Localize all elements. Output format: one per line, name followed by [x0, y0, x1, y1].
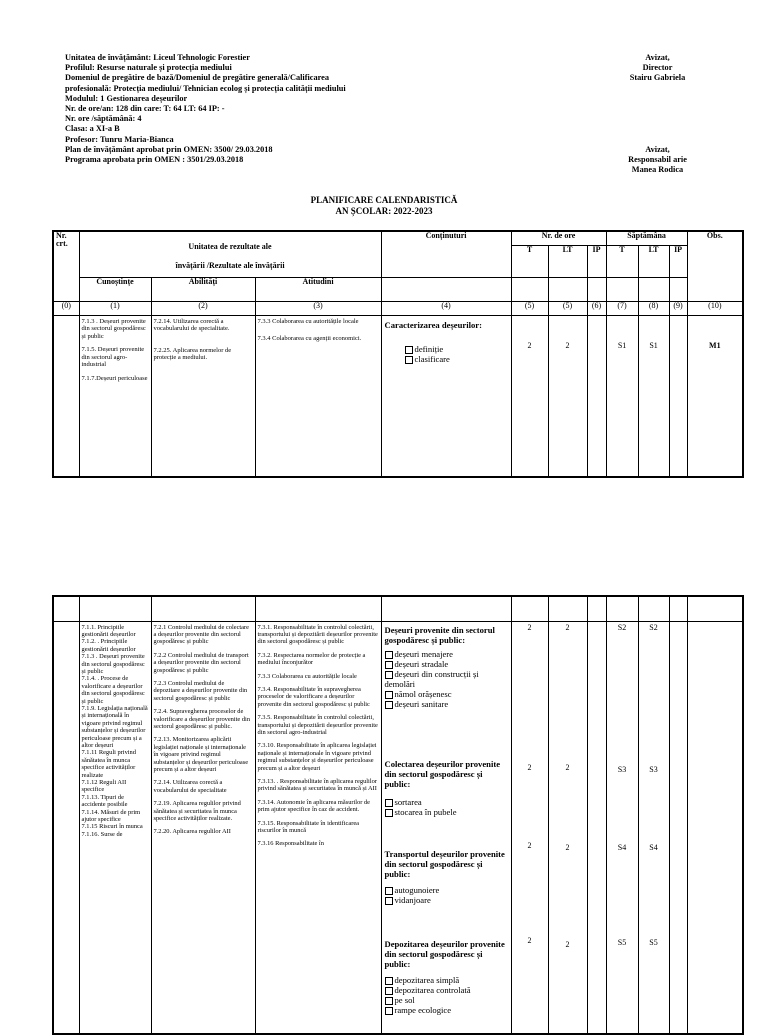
col-number: (8) — [648, 301, 659, 310]
content-item: deșeuri stradale — [394, 658, 449, 669]
col-number: (6) — [591, 301, 602, 310]
content-title: Transportul deșeurilor provenite din sectorul gospodăresc și public — [384, 848, 505, 879]
approval-area — [610, 145, 705, 176]
checkbox-icon — [385, 987, 393, 995]
content-item: definiție — [405, 344, 508, 354]
content-item: depozitarea simplă — [394, 974, 460, 985]
content-block: Transportul deșeurilor provenite din sectorul gospodăresc și public: autogunoiere vidanjoare — [384, 848, 505, 905]
content-title: Depozitarea deșeurilor provenite din sectorul gospodăresc și public — [384, 938, 505, 969]
content-item: sortarea — [394, 796, 422, 807]
checkbox-icon — [385, 997, 393, 1005]
ip-header: IP — [592, 245, 601, 254]
week-header: Săptămâna — [627, 231, 666, 240]
checkbox-icon — [385, 799, 393, 807]
content-item: deșeuri sanitare — [394, 698, 449, 709]
checkbox-icon — [385, 897, 393, 905]
knowledge-item: 7.1.16. Surse de — [81, 830, 123, 838]
skill-item: 7.2.20. Aplicarea regulilor AII — [153, 828, 231, 836]
outcomes-header-2: învățării /Rezultate ale învățării — [175, 261, 285, 271]
header-line: Nr. de ore/an: 128 din care: T: 64 LT: 64 IP: - — [65, 104, 225, 114]
header-line: Domeniul de pregătire de bază/Domeniul de pregătire generală/Calificarea — [65, 73, 330, 83]
hours-t: 2 — [527, 622, 532, 632]
checkbox-icon — [385, 701, 393, 709]
week-lt: S2 — [649, 622, 658, 632]
week-t: S3 — [617, 764, 627, 774]
skills-header: Abilități — [188, 277, 218, 286]
t-header: T — [526, 245, 533, 254]
knowledge-item: 7.1.1. Principiile gestionării deșeurilor — [81, 623, 136, 638]
ip-header: IP — [674, 245, 683, 254]
content-block: Deșeuri provenite din sectorul gospodăresc și public: deșeuri menajere deșeuri stradale deșeuri din construcții și demolări nămol orășenesc deșeuri sanitare — [384, 624, 495, 709]
skill-item: 7.2.3 Controlul mediului de depozitare a deșeurilor provenite din sectorul gospodăresc și public — [153, 679, 248, 702]
content-item: depozitarea controlată — [394, 984, 471, 995]
title-line: AN ȘCOLAR: 2022-2023 — [335, 206, 433, 216]
skill-item: 7.2.4. Supravegherea proceselor de valorificare a deșeurilor provenite din sectorul gospodăresc și public. — [153, 708, 251, 730]
week-lt: S5 — [649, 937, 658, 947]
checkbox-icon — [385, 691, 393, 699]
attitude-item: 7.3.4. Responsabilitate în supravegherea proceselor de valorificare a deșeurilor provenite din sectorul gospodăresc și public — [257, 685, 370, 708]
col-number: (1) — [110, 301, 120, 310]
knowledge-item: 7.1.3 . Deșeuri provenite din sectorul gospodăresc și public — [81, 317, 146, 340]
attitude-item: 7.3.1. Responsabilitate în controlul colectării, transportului și depozitării deșeurilor provenite din sectorul gospodăresc și public — [257, 623, 378, 646]
hours-t: 2 — [527, 935, 532, 945]
approval-director — [610, 53, 705, 84]
attitude-item: 7.3.14. Autonomie în aplicarea măsurilor de prim ajutor specifice în caz de accident. — [257, 798, 371, 814]
hours-t: 2 — [527, 840, 532, 850]
attitude-item: 7.3.10. Responsabilitate în aplicarea legislației naționale și internaționale în vigoare privind regimul substanțelor și deșeurilor periculoase precum și a altor deșeuri — [257, 742, 377, 772]
planning-table-continued — [52, 595, 744, 1035]
approval-person: Manea Rodica — [631, 165, 684, 175]
content-item: vidanjoare — [394, 894, 431, 905]
content-title: Colectarea deșeurilor provenite din sectorul gospodăresc și public — [384, 758, 501, 789]
skill-item: 7.2.25. Aplicarea normelor de protecție a mediului. — [153, 346, 232, 362]
hours-lt: 2 — [565, 622, 570, 632]
col-number: (5) — [562, 301, 573, 310]
title-line: PLANIFICARE CALENDARISTICĂ — [310, 195, 458, 205]
knowledge-item: 7.1.4. . Procese de valorificare a deșeurilor din sectorul gospodăresc și public — [81, 675, 145, 705]
knowledge-item: 7.1.3 . Deșeuri provenite din sectorul gospodăresc și public — [81, 653, 145, 675]
skill-item: 7.2.13. Monitorizarea aplicării legislației naționale și internaționale în vigoare privind regimul substanțelor și deșeurilor periculoase precum și a altor deșeuri — [153, 736, 249, 773]
col-number: (3) — [313, 301, 323, 310]
knowledge-item: 7.1.7.Deșeuri periculoase — [81, 375, 148, 383]
lt-header: LT — [648, 245, 659, 254]
col-number: (9) — [673, 301, 683, 310]
hours-lt: 2 — [565, 340, 570, 350]
approval-role: Responsabil arie — [628, 155, 687, 165]
content-title: Deșeuri provenite din sectorul gospodăresc și public — [384, 624, 495, 645]
header-line: Unitatea de învățământ: Liceul Tehnologic Forestier — [65, 53, 250, 62]
knowledge-item: 7.1.11 Reguli privind sănătatea în munca specifice activităților realizate — [81, 749, 136, 779]
header-line: Modulul: 1 Gestionarea deșeurilor — [65, 93, 188, 103]
knowledge-item: 7.1.14. Măsuri de prim ajutor specifice — [81, 808, 141, 824]
week-t: S4 — [617, 842, 627, 852]
content-header: Conținuturi — [425, 231, 467, 240]
col-number: (2) — [198, 301, 208, 310]
content-block: Colectarea deșeurilor provenite din sectorul gospodăresc și public: sortarea stocarea în pubele — [384, 758, 501, 817]
checkbox-icon — [385, 887, 393, 895]
col-number: (0) — [61, 301, 71, 310]
header-line: Profesor: Tunru Maria-Bianca — [65, 134, 174, 144]
knowledge-header: Cunoștințe — [96, 277, 134, 286]
attitudes-header: Atitudini — [302, 277, 334, 286]
week-t: S2 — [617, 622, 627, 632]
week-lt: S3 — [649, 764, 658, 774]
skill-item: 7.2.2 Controlul mediului de transport a deșeurilor provenite din sectorul gospodăresc și public — [153, 651, 249, 674]
t-header: T — [619, 245, 625, 254]
hours-t: 2 — [527, 762, 532, 772]
week-lt: S1 — [649, 340, 658, 350]
checkbox-icon — [385, 977, 393, 985]
skill-item: 7.2.19. Aplicarea regulilor privind sănătatea și securitatea în munca specifice activităților realizate. — [153, 800, 241, 823]
approval-label: Avizat, — [645, 53, 670, 62]
nr-crt-header: Nr. crt. — [56, 231, 68, 248]
header-line: Plan de învățământ aprobat prin OMEN: 3500/ 29.03.2018 — [65, 144, 273, 154]
approval-role: Director — [642, 63, 673, 73]
skill-item: 7.2.14. Utilizarea corectă a vocabularului de specialitate — [153, 779, 227, 794]
checkbox-icon — [385, 671, 393, 679]
content-item: deșeuri din construcții și demolări — [384, 668, 479, 689]
content-title: Caracterizarea deșeurilor — [384, 319, 480, 330]
content-item: pe sol — [394, 994, 415, 1005]
attitude-item: 7.3.13. . Responsabilitate în aplicarea regulilor privind sănătatea și securitatea în muncă și AII — [257, 778, 377, 793]
col-number: (5) — [524, 301, 535, 310]
content-item: stocarea în pubele — [394, 806, 457, 817]
attitude-item: 7.3.5. Responsabilitate în controlul colectării, transportului și depozitării deșeurilor provenite din sectorul agro-industrial — [257, 714, 378, 736]
module-code: M1 — [709, 340, 721, 350]
attitude-item: 7.3.15. Responsabilitate în identificarea riscurilor în muncă — [257, 819, 360, 835]
skill-item: 7.2.1 Controlul mediului de colectare a deșeurilor provenite din sectorul gospodăresc și public — [153, 623, 249, 646]
outcomes-header: Unitatea de rezultate ale — [188, 241, 272, 251]
header-line: Nr. ore /săptămână: 4 — [65, 114, 142, 124]
planning-table: Nr. crt. Unitatea de rezultate ale învățării /Rezultate ale învățării Conținuturi Nr. de ore Săptămâna Obs. T LT IP T LT IP Cunoștințe Abilități Atitudini (0) (1) (2) (3) (4) (5) (5) (6) (7) (8) (9) (10) 7.1.3 . Deșeuri provenite din sectorul gospodăresc și public 7.1.5. Deșeuri provenite din sectorul agro-industrial 7.1.7.Deșeuri periculoase 7.2.14. Utilizarea corectă a vocabularului de specialitate. 7.2.25. Aplicarea normelor de protecție a mediului. 7.3.3 Colaborarea cu autoritățile locale 7.3.4 Colaborarea cu agenții economici. Caracterizarea deșeurilor: definiție clasificare 2 2 S1 S1 M1 — [52, 230, 744, 478]
hours-t: 2 — [527, 340, 532, 350]
approval-label: Avizat, — [645, 145, 670, 154]
checkbox-icon — [405, 356, 413, 364]
document-title — [0, 195, 768, 217]
header-line: profesională: Protecția mediului/ Tehnician ecolog și protecția calității mediului — [65, 83, 346, 93]
col-number: (10) — [708, 301, 722, 310]
header-line: Profilul: Resurse naturale și protecția mediului — [65, 63, 232, 73]
obs-header: Obs. — [706, 231, 723, 240]
header-line: Programa aprobata prin OMEN : 3501/29.03.2018 — [65, 155, 244, 165]
hours-lt: 2 — [565, 842, 570, 852]
week-t: S1 — [617, 340, 627, 350]
hours-lt: 2 — [565, 762, 570, 772]
content-item: rampe ecologice — [394, 1004, 452, 1015]
checkbox-icon — [385, 651, 393, 659]
knowledge-item: 7.1.5. Deșeuri provenite din sectorul agro-industrial — [81, 346, 145, 369]
knowledge-item: 7.1.2. . Principiile gestionării deșeurilor — [81, 638, 136, 653]
content-item: deșeuri menajere — [394, 648, 453, 659]
checkbox-icon — [385, 1007, 393, 1015]
attitude-item: 7.3.3 Colaborarea cu autoritățile locale — [257, 317, 359, 325]
checkbox-icon — [405, 346, 413, 354]
col-number: (4) — [441, 301, 451, 310]
hours-lt: 2 — [565, 939, 570, 949]
checkbox-icon — [385, 809, 393, 817]
knowledge-item: 7.1.12 Reguli AII specifice — [81, 779, 127, 794]
header-left — [65, 53, 346, 165]
lt-header: LT — [562, 245, 573, 254]
knowledge-item: 7.1.9. Legislația națională și internațională în vigoare privind regimul substanțelor și deșeurilor periculoase precum și a altor deșeuri — [81, 704, 148, 749]
checkbox-icon — [385, 661, 393, 669]
knowledge-item: 7.1.15 Riscuri în munca — [81, 823, 143, 831]
content-item: autogunoiere — [394, 884, 440, 895]
knowledge-item: 7.1.13. Tipuri de accidente posibile — [81, 793, 128, 809]
attitude-item: 7.3.4 Colaborarea cu agenții economici. — [257, 335, 362, 343]
week-lt: S4 — [649, 842, 658, 852]
attitude-item: 7.3.2. Respectarea normelor de protecție a mediului înconjurător — [257, 651, 366, 667]
skill-item: 7.2.14. Utilizarea corectă a vocabularului de specialitate. — [153, 317, 230, 333]
approval-person: Stairu Gabriela — [629, 73, 686, 83]
hours-header: Nr. de ore — [541, 231, 576, 240]
week-t: S5 — [617, 937, 627, 947]
content-block: Depozitarea deșeurilor provenite din sectorul gospodăresc și public: depozitarea simplă depozitarea controlată pe sol rampe ecologice — [384, 938, 505, 1015]
content-item: nămol orășenesc — [394, 688, 452, 699]
content-item: clasificare — [405, 354, 508, 364]
header-line: Clasa: a XI-a B — [65, 124, 120, 134]
col-number: (7) — [617, 301, 627, 310]
attitude-item: 7.3.16 Responsabilitate în — [257, 840, 324, 848]
attitude-item: 7.3.3 Colaborarea cu autoritățile locale — [257, 672, 357, 680]
